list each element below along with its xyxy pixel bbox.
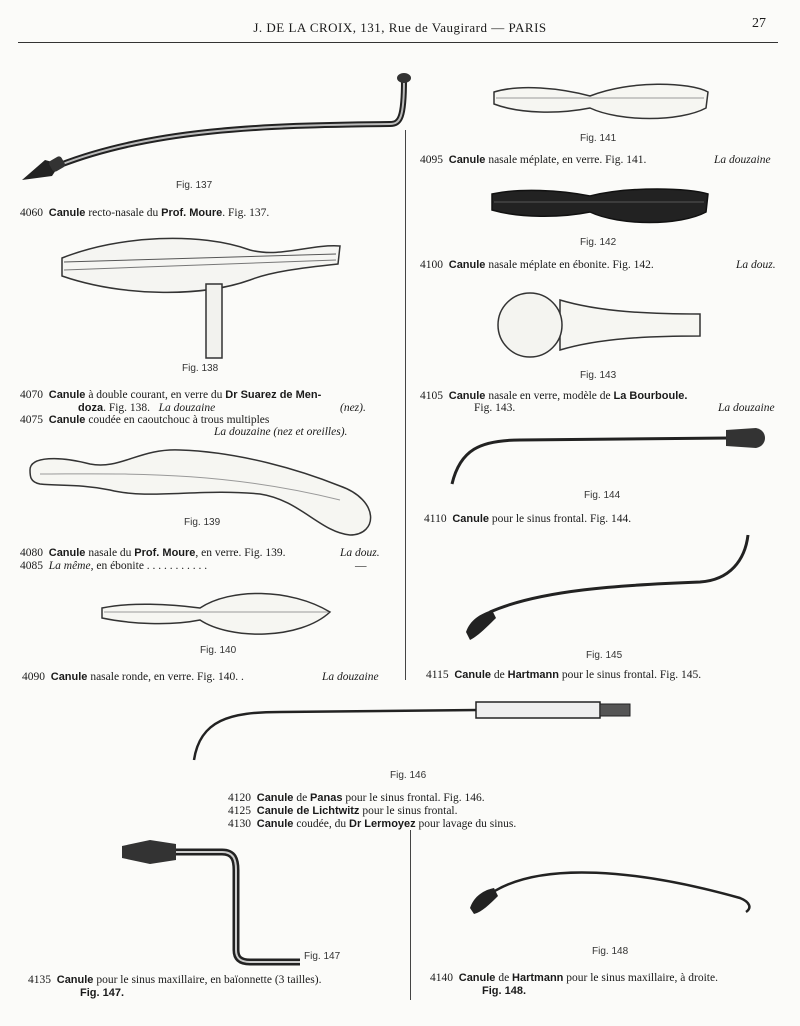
page-number: 27 [752, 16, 766, 31]
figure-caption-138: Fig. 138 [182, 363, 219, 374]
item-4130: 4130 Canule coudée, du Dr Lermoyez pour lavage du sinus. [228, 818, 517, 830]
item-4115: 4115 Canule de Hartmann pour le sinus frontal. Fig. 145. [426, 669, 702, 681]
figure-caption-139: Fig. 139 [184, 517, 221, 528]
item-4125: 4125 Canule de Lichtwitz pour le sinus frontal. [228, 805, 458, 817]
item-4080-price: La douz. [340, 547, 380, 559]
item-4135-cont: Fig. 147. [80, 987, 125, 999]
item-4060: 4060 Canule recto-nasale du Prof. Moure. Fig. 137. [20, 207, 270, 219]
figure-caption-141: Fig. 141 [580, 133, 617, 144]
figure-caption-148: Fig. 148 [592, 946, 629, 957]
figure-caption-145: Fig. 145 [586, 650, 623, 661]
item-4105-cont: Fig. 143. [474, 402, 516, 414]
item-4070-price: (nez). [340, 402, 366, 414]
item-4105-price: La douzaine [718, 402, 775, 414]
item-4090: 4090 Canule nasale ronde, en verre. Fig. 140. . [22, 671, 244, 683]
item-4135: 4135 Canule pour le sinus maxillaire, en baïonnette (3 tailles). [28, 974, 322, 986]
item-4095-price: La douzaine [714, 154, 771, 166]
figure-caption-147: Fig. 147 [304, 951, 341, 962]
item-4080: 4080 Canule nasale du Prof. Moure, en verre. Fig. 139. [20, 547, 286, 559]
figure-caption-146: Fig. 146 [390, 770, 427, 781]
figure-caption-143: Fig. 143 [580, 370, 617, 381]
item-4110: 4110 Canule pour le sinus frontal. Fig. 144. [424, 513, 632, 525]
item-4095: 4095 Canule nasale méplate, en verre. Fig. 141. [420, 154, 647, 166]
figure-caption-137: Fig. 137 [176, 180, 213, 191]
item-4075: 4075 Canule coudée en caoutchouc à trous multiples [20, 414, 270, 426]
item-4075-price: La douzaine (nez et oreilles). [214, 426, 348, 438]
figure-caption-140: Fig. 140 [200, 645, 237, 656]
item-4140-cont: Fig. 148. [482, 985, 527, 997]
item-4070-cont: doza. Fig. 138. La douzaine [78, 402, 216, 414]
item-4085: 4085 La même, en ébonite . . . . . . . . . . . [20, 560, 208, 572]
item-4100: 4100 Canule nasale méplate en ébonite. Fig. 142. [420, 259, 654, 271]
item-4070: 4070 Canule à double courant, en verre du Dr Suarez de Men- [20, 389, 322, 401]
item-4100-price: La douz. [736, 259, 776, 271]
item-4105: 4105 Canule nasale en verre, modèle de La Bourboule. [420, 390, 688, 402]
figure-caption-142: Fig. 142 [580, 237, 617, 248]
item-4085-price: — [355, 560, 367, 572]
item-4140: 4140 Canule de Hartmann pour le sinus maxillaire, à droite. [430, 972, 718, 984]
figure-caption-144: Fig. 144 [584, 490, 621, 501]
item-4120: 4120 Canule de Panas pour le sinus frontal. Fig. 146. [228, 792, 485, 804]
page-header: J. DE LA CROIX, 131, Rue de Vaugirard — PARIS [253, 20, 547, 35]
item-4090-price: La douzaine [322, 671, 379, 683]
